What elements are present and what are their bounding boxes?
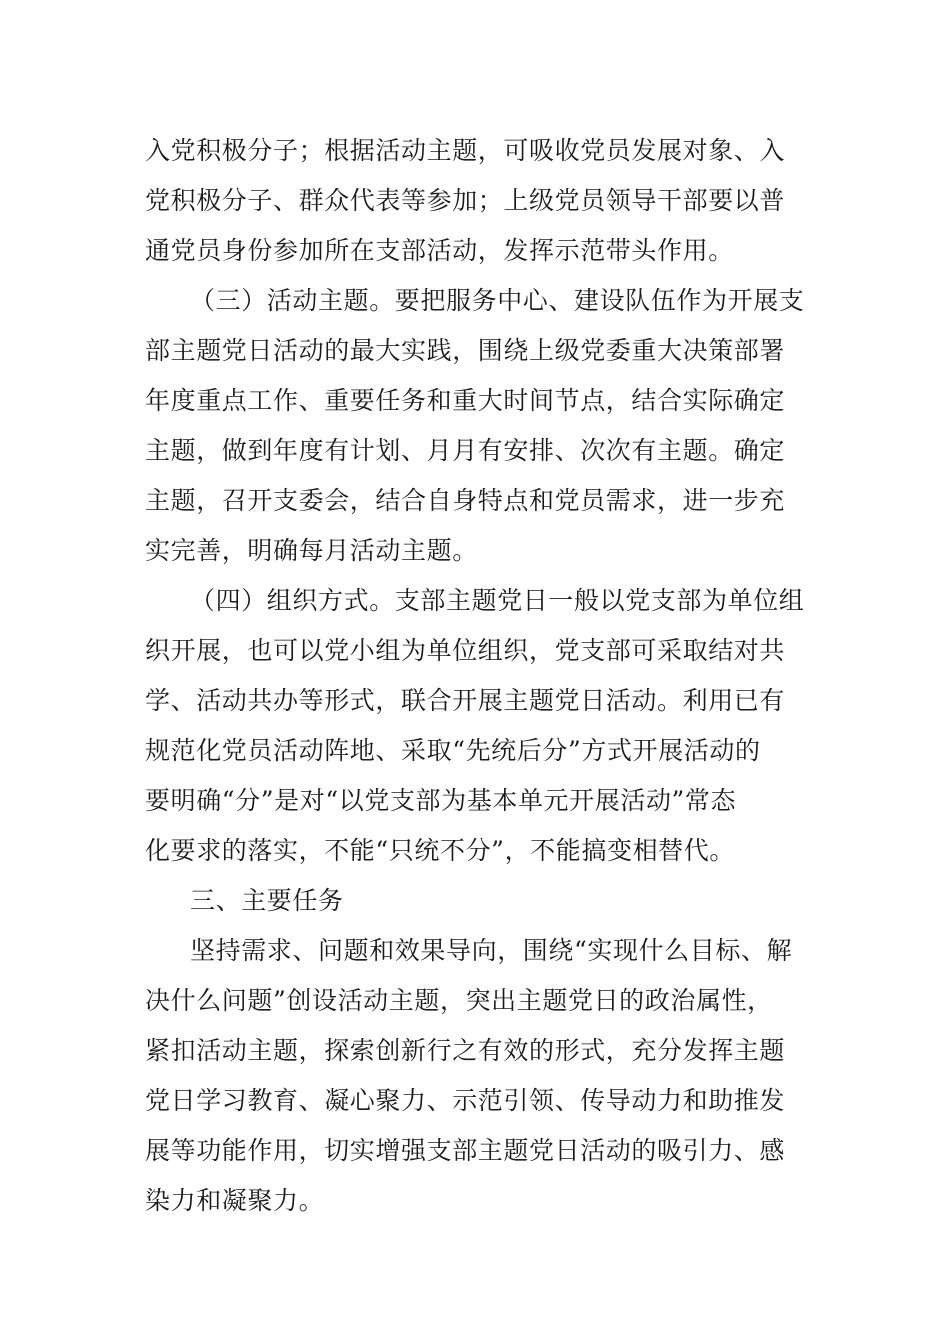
paragraph-line: 实完善，明确每月活动主题。 — [145, 536, 478, 565]
paragraph-line: 坚持需求、问题和效果导向，围绕“实现什么目标、解 — [190, 936, 793, 965]
paragraph-line: （三）活动主题。要把服务中心、建设队伍作为开展支 — [190, 286, 805, 315]
paragraph-line: 党日学习教育、凝心聚力、示范引领、传导动力和助推发 — [145, 1086, 786, 1115]
paragraph-line: 主题，做到年度有计划、月月有安排、次次有主题。确定 — [145, 436, 786, 465]
paragraph-line: 入党积极分子；根据活动主题，可吸收党员发展对象、入 — [145, 136, 786, 165]
paragraph-line: 规范化党员活动阵地、采取“先统后分”方式开展活动的 — [145, 736, 761, 765]
paragraph-line: 染力和凝聚力。 — [145, 1186, 325, 1215]
paragraph-line: （四）组织方式。支部主题党日一般以党支部为单位组 — [190, 586, 805, 615]
paragraph-line: 决什么问题”创设活动主题，突出主题党日的政治属性， — [145, 986, 773, 1015]
paragraph-line: 要明确“分”是对“以党支部为基本单元开展活动”常态 — [145, 786, 737, 815]
paragraph-line: 学、活动共办等形式，联合开展主题党日活动。利用已有 — [145, 686, 786, 715]
paragraph-line: 织开展，也可以党小组为单位组织，党支部可采取结对共 — [145, 636, 786, 665]
paragraph-line: 党积极分子、群众代表等参加；上级党员领导干部要以普 — [145, 186, 786, 215]
paragraph-line: 年度重点工作、重要任务和重大时间节点，结合实际确定 — [145, 386, 786, 415]
paragraph-line: 主题，召开支委会，结合自身特点和党员需求，进一步充 — [145, 486, 786, 515]
paragraph-line: 展等功能作用，切实增强支部主题党日活动的吸引力、感 — [145, 1136, 786, 1165]
paragraph-line: 紧扣活动主题，探索创新行之有效的形式，充分发挥主题 — [145, 1036, 786, 1065]
paragraph-line: 通党员身份参加所在支部活动，发挥示范带头作用。 — [145, 236, 734, 265]
paragraph-line: 部主题党日活动的最大实践，围绕上级党委重大决策部署 — [145, 336, 786, 365]
paragraph-line: 化要求的落实，不能“只统不分”，不能搞变相替代。 — [145, 836, 735, 865]
section-heading: 三、主要任务 — [190, 886, 344, 915]
